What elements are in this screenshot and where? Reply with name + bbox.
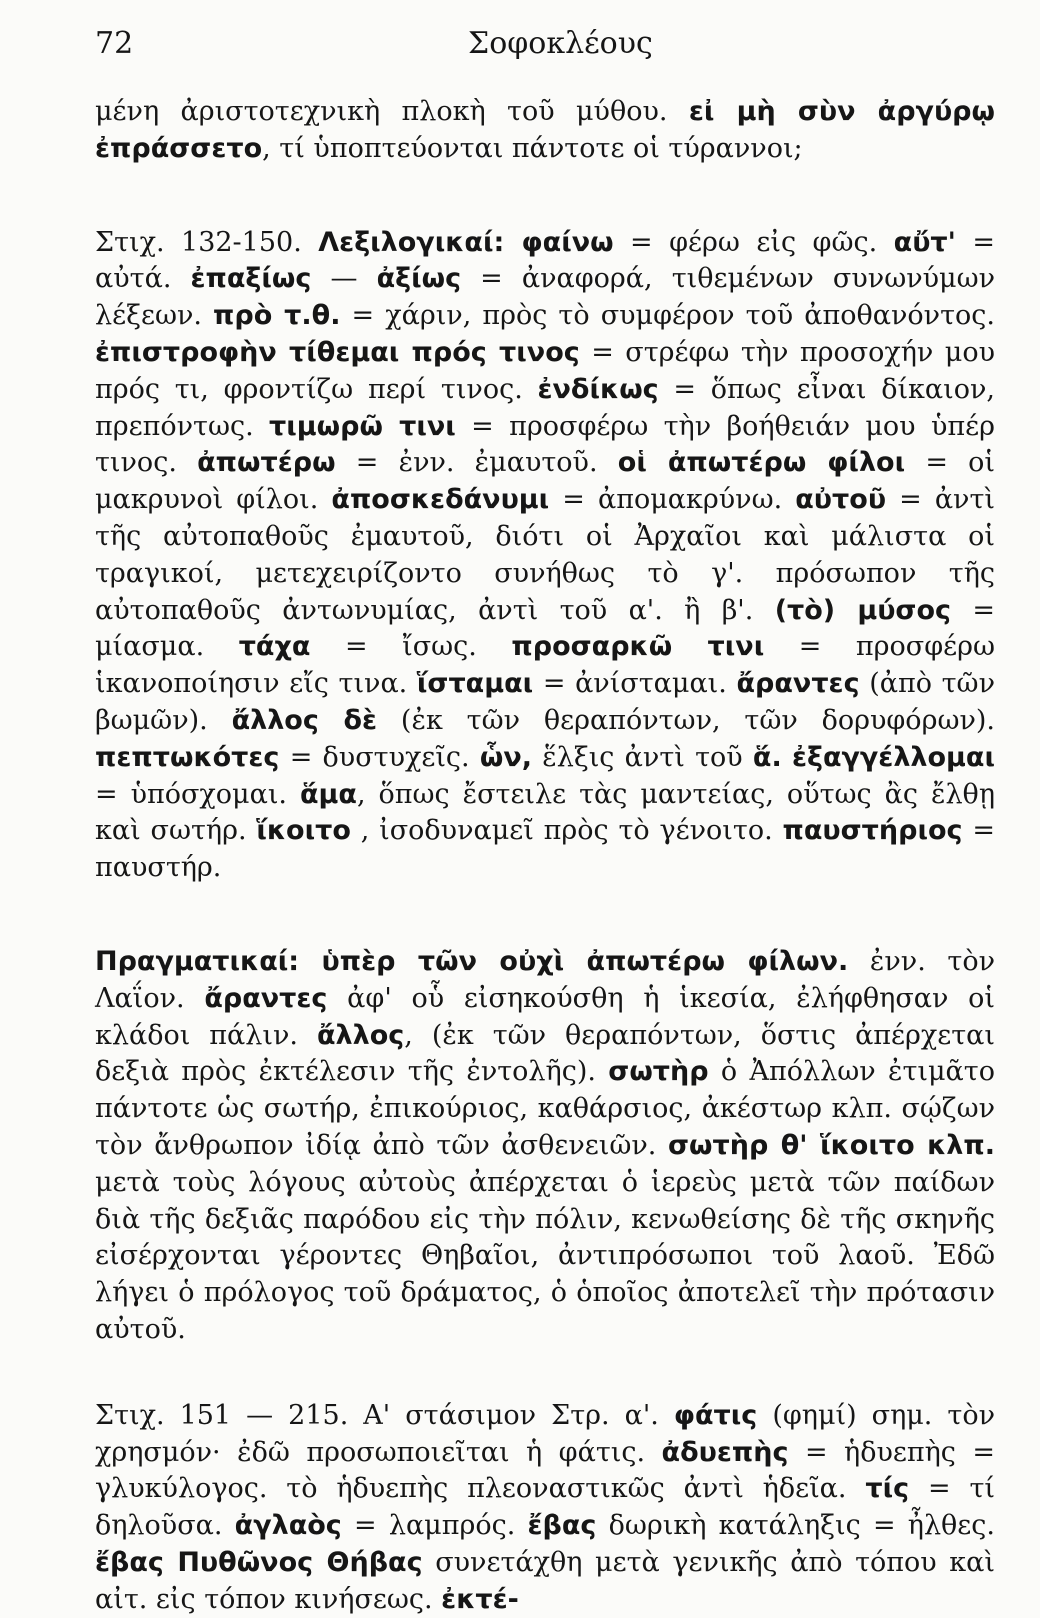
bold-term: αὐτοῦ [795, 484, 887, 516]
bold-term: πεπτωκότες [95, 741, 280, 773]
text-run: , ἰσοδυναμεῖ πρὸς τὸ γένοιτο. [350, 815, 783, 847]
text-run: = χάριν, πρὸς τὸ συμφέρον τοῦ ἀποθανόντος. [340, 300, 995, 332]
bold-term: παυστήριος [782, 815, 963, 847]
bold-term: προσαρκῶ τινι [511, 631, 765, 663]
text-run: = προσφέρω τὴν βοήθειάν μου ὑπέρ τινος. [95, 410, 995, 479]
text-run: = ὑπόσχομαι. [95, 778, 300, 810]
bold-term: ἄλλος δὲ [231, 704, 378, 736]
bold-term: ἐξαγγέλλομαι [791, 741, 995, 773]
bold-term: (τὸ) μύσος [774, 594, 952, 626]
text-run [782, 742, 792, 773]
paragraph [95, 1398, 995, 1618]
bold-term: ἔβας Πυθῶνος Θήβας [95, 1546, 423, 1578]
text-run: , ὅπως ἔστειλε τὰς μαντείας, οὕτως ἂς ἔλθῃ καὶ σωτήρ. [95, 778, 995, 847]
bold-term: ἀπωτέρω [197, 447, 336, 479]
paragraph-gap [95, 887, 995, 944]
text-run: = ἀπομακρύνω. [549, 484, 796, 516]
text-run: , τί ὑποπτεύονται πάντοτε οἱ τύραννοι; [262, 132, 803, 164]
text-run: συνετάχθη μετὰ γενικῆς ἀπὸ τόπου καὶ αἰτ. εἰς τόπον κινήσεως. [95, 1546, 995, 1615]
paragraph [95, 94, 995, 168]
bold-term: ἵκοιτο [256, 815, 351, 847]
bold-term: ἄλλος [316, 1019, 405, 1051]
text-run: = ἀναφορά, τιθεμένων συνωνύμων λέξεων. [95, 263, 996, 332]
text-run: = λαμπρός. [341, 1510, 528, 1542]
text-run: — [311, 263, 377, 295]
bold-term: πρὸ τ.θ. [213, 300, 341, 332]
text-run: ὁ Ἀπόλλων ἐτιμᾶτο πάντοτε ὡς σωτήρ, ἐπικούριος, καθάρσιος, ἀκέστωρ κλπ. σῴζων τὸν ἄνθρωπον ἰδίᾳ ἀπὸ τῶν ἀσθενειῶν. [95, 1056, 995, 1161]
bold-term: ἐνδίκως [537, 373, 659, 405]
bold-term: ἅμα [299, 778, 357, 810]
text-run: Στιχ. 132-150. [95, 226, 319, 258]
text-run: = προσφέρω ἱκανοποίησιν εἴς τινα. [95, 631, 996, 700]
bold-term: ἐκτέ- [441, 1583, 519, 1615]
text-run: = τί δηλοῦσα. [95, 1473, 996, 1542]
paragraph [95, 944, 995, 1349]
bold-term: οἱ ἀπωτέρω φίλοι [617, 447, 906, 479]
text-run: ἕλξις ἀντὶ τοῦ [532, 741, 753, 773]
bold-term: τίς [865, 1473, 910, 1505]
text-run: = ἀνίσταμαι. [533, 668, 737, 700]
bold-term: ἀδυεπὴς [661, 1436, 789, 1468]
text-run: = μίασμα. [95, 594, 995, 663]
text-run: = οἱ μακρυνοὶ φίλοι. [95, 447, 995, 516]
text-run: μένη ἀριστοτεχνικὴ πλοκὴ τοῦ μύθου. [95, 96, 689, 127]
page-header [95, 26, 995, 66]
bold-term: αὔτ' [893, 226, 956, 258]
bold-term: ἵσταμαι [416, 668, 534, 700]
text-run: = φέρω εἰς φῶς. [613, 226, 894, 258]
bold-term: ἄραντες [204, 982, 328, 1014]
bold-term: σωτὴρ θ' ἵκοιτο κλπ. [668, 1129, 995, 1161]
text-run: = παυστήρ. [95, 815, 995, 884]
text-run: = αὐτά. [95, 226, 996, 295]
paragraph-gap [95, 1349, 995, 1398]
text-run: , (ἐκ τῶν θεραπόντων, ὅστις ἀπέρχεται δεξιὰ πρὸς ἐκτέλεσιν τῆς ἐντολῆς). [95, 1019, 996, 1088]
paragraph-gap [95, 168, 995, 225]
page-number: 72 [95, 26, 134, 61]
bold-term: σωτὴρ [608, 1056, 709, 1088]
bold-term: ἀποσκεδάνυμι [331, 484, 550, 516]
bold-term: Λεξιλογικαί: φαίνω [318, 226, 614, 258]
bold-term: ἅ. [752, 741, 782, 773]
bold-term: ἔβας [527, 1510, 597, 1542]
text-run: Στιχ. 151 — 215. Α' στάσιμον Στρ. α'. [95, 1399, 674, 1431]
text-run: = ἐνν. ἐμαυτοῦ. [335, 447, 618, 479]
text-run: = ὅπως εἶναι δίκαιον, πρεπόντως. [95, 373, 995, 442]
text-run: = ἡδυεπὴς = γλυκύλογος. τὸ ἡδυεπὴς πλεοναστικῶς ἀντὶ ἡδεῖα. [95, 1436, 996, 1505]
paragraph [95, 225, 995, 887]
text-run: (ἐκ τῶν θεραπόντων, τῶν δορυφόρων). [377, 704, 995, 736]
text-run: ἐνν. τὸν Λαΐον. [95, 945, 995, 1014]
bold-term: Πραγματικαί: ὑπὲρ τῶν οὐχὶ ἀπωτέρω φίλων. [95, 945, 849, 977]
text-run: (ἀπὸ τῶν βωμῶν). [95, 668, 995, 736]
page-body [95, 94, 995, 1618]
bold-term: ὧν, [479, 741, 533, 773]
bold-term: φάτις [673, 1399, 758, 1431]
bold-term: ἐπιστροφὴν τίθεμαι πρός τινος [95, 336, 580, 368]
bold-term: εἰ μὴ σὺν ἀργύρῳ ἐπράσσετο [95, 96, 995, 164]
text-run: ἀφ' οὗ εἰσηκούσθη ἡ ἱκεσία, ἐλήφθησαν οἱ κλάδοι πάλιν. [95, 982, 995, 1051]
text-run: = δυστυχεῖς. [279, 741, 480, 773]
text-run: δωρικὴ κατάληξις = ἦλθες. [596, 1510, 995, 1542]
bold-term: ἄραντες [736, 668, 860, 700]
text-run: = ἴσως. [310, 631, 512, 663]
bold-term: τάχα [238, 631, 311, 663]
text-run: μετὰ τοὺς λόγους αὐτοὺς ἀπέρχεται ὁ ἱερεὺς μετὰ τῶν παίδων διὰ τῆς δεξιᾶς παρόδου εἰς τὴν πόλιν, κενωθείσης δὲ τῆς σκηνῆς εἰσέρχονται γέροντες Θηβαῖοι, ἀντιπρόσωποι τοῦ λαοῦ. Ἐδῶ λήγει ὁ πρόλογος τοῦ δράματος, ὁ ὁποῖος ἀποτελεῖ τὴν πρότασιν αὐτοῦ. [95, 1166, 995, 1345]
bold-term: ἀξίως [376, 263, 462, 295]
bold-term: ἐπαξίως [190, 263, 312, 295]
text-run: (φημί) σημ. τὸν χρησμόν· ἐδῶ προσωποιεῖται ἡ φάτις. [95, 1399, 996, 1468]
running-title: Σοφοκλέους [468, 26, 653, 61]
text-run: = στρέφω τὴν προσοχήν μου πρός τι, φροντίζω περί τινος. [95, 336, 995, 405]
text-run: = ἀντὶ τῆς αὐτοπαθοῦς ἐμαυτοῦ, διότι οἱ Ἀρχαῖοι καὶ μάλιστα οἱ τραγικοί, μετεχειρίζοντο συνήθως τὸ γ'. πρόσωπον τῆς αὐτοπαθοῦς ἀντωνυμίας, ἀντὶ τοῦ α'. ἢ β'. [95, 484, 995, 626]
bold-term: ἀγλαὸς [234, 1510, 342, 1542]
bold-term: τιμωρῶ τινι [269, 410, 456, 442]
